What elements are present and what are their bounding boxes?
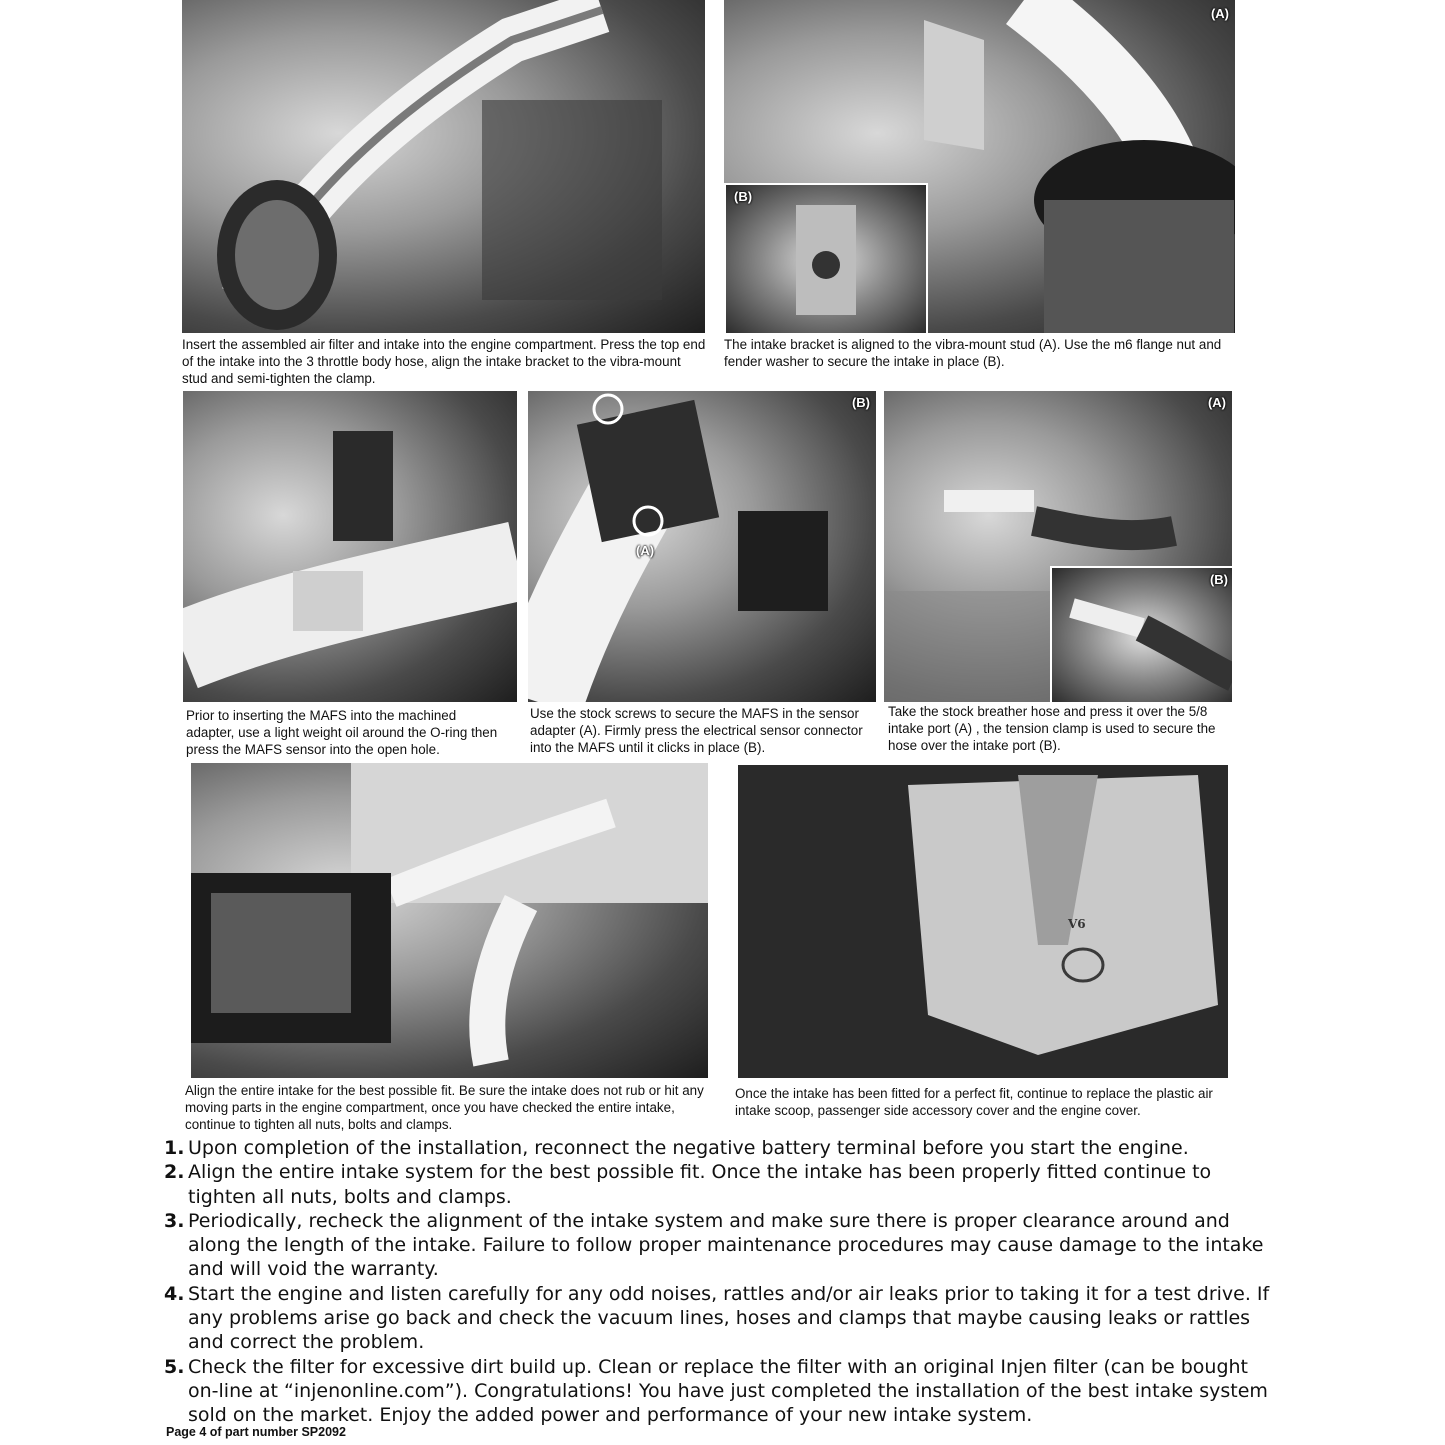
photo-mafs-oil	[183, 391, 517, 702]
step-text: Start the engine and listen carefully for any odd noises, rattles and/or air leaks prior to taking it for a test drive. If any problems arise go back and check the vacuum lines, hoses and clamps that maybe causing leaks or rattles and correct the problem.	[188, 1282, 1270, 1354]
mafs-sensor-illustration	[528, 391, 876, 702]
step-text: Check the filter for excessive dirt build up. Clean or replace the filter with an original Injen filter (can be bought on-line at “injenonline.com”). Congratulations! You have just completed the installation of the best intake system sold on the market. Enjoy the added power and performance of your new intake system.	[188, 1355, 1268, 1427]
step-text: Upon completion of the installation, reconnect the negative battery terminal before you start the engine.	[188, 1137, 1189, 1159]
label-b-clamp: (B)	[1209, 572, 1228, 587]
photo-insert-intake	[182, 0, 705, 333]
caption-breather-hose: Take the stock breather hose and press it over the 5/8 intake port (A) , the tension clamp is used to secure the hose over the intake port (B).	[888, 704, 1216, 753]
step-number: 4.	[164, 1282, 185, 1305]
caption-bracket-stud: The intake bracket is aligned to the vibra-mount stud (A). Use the m6 flange nut and fender washer to secure the intake in place (B).	[724, 337, 1222, 369]
step-number: 2.	[164, 1161, 185, 1184]
label-b-connector: (B)	[851, 395, 870, 410]
flange-nut-illustration	[726, 185, 926, 333]
inset-photo-clamp	[1050, 566, 1232, 702]
step-item	[164, 1136, 1274, 1160]
photo-bracket-stud	[724, 0, 1235, 333]
step-item	[164, 1160, 1274, 1209]
inset-photo-b	[724, 183, 928, 333]
photo-final-fit	[191, 763, 708, 1078]
tension-clamp-illustration	[1052, 568, 1232, 702]
caption-engine-cover: Once the intake has been fitted for a perfect fit, continue to replace the plastic air intake scoop, passenger side accessory cover and the engine cover.	[735, 1086, 1213, 1118]
engine-bay-illustration	[191, 763, 708, 1078]
label-a-screw: (A)	[636, 543, 655, 558]
photo-mafs-screws	[528, 391, 876, 702]
step-item	[164, 1282, 1274, 1355]
page-footer: Page 4 of part number SP2092	[166, 1425, 346, 1439]
photo-engine-cover	[738, 765, 1228, 1078]
photo-breather-hose	[884, 391, 1232, 702]
caption-insert-intake: Insert the assembled air filter and intake into the engine compartment. Press the top end of the intake into the 3 throttle body hose, align the intake bracket to the vibra-mount stud and semi-tighten the clamp.	[182, 337, 706, 386]
installation-steps	[164, 1136, 1274, 1428]
label-a-port: (A)	[1207, 395, 1226, 410]
step-number: 3.	[164, 1209, 185, 1232]
step-text: Align the entire intake system for the best possible fit. Once the intake has been properly fitted continue to tighten all nuts, bolts and clamps.	[188, 1161, 1212, 1208]
intake-pipe-illustration	[182, 0, 705, 333]
label-b: (B)	[734, 189, 753, 204]
mafs-adapter-illustration	[183, 391, 517, 702]
step-item	[164, 1209, 1274, 1282]
caption-final-fit: Align the entire intake for the best possible fit. Be sure the intake does not rub or hit any moving parts in the engine compartment, once you have checked the entire intake, continue to tighten all nuts, bolts and clamps.	[185, 1083, 704, 1132]
step-text: Periodically, recheck the alignment of the intake system and make sure there is proper clearance around and along the length of the intake. Failure to follow proper maintenance procedures may cause damage to the intake and will void the warranty.	[188, 1209, 1264, 1281]
engine-cover-illustration	[738, 765, 1228, 1078]
label-a: (A)	[1210, 6, 1229, 21]
caption-mafs-screws: Use the stock screws to secure the MAFS in the sensor adapter (A). Firmly press the electrical sensor connector into the MAFS until it clicks in place (B).	[530, 706, 863, 755]
v6-badge: V6	[1068, 917, 1086, 931]
step-item	[164, 1355, 1274, 1428]
step-number: 1.	[164, 1137, 185, 1159]
step-number: 5.	[164, 1355, 185, 1378]
caption-mafs-oil: Prior to inserting the MAFS into the machined adapter, use a light weight oil around the O-ring then press the MAFS sensor into the open hole.	[186, 708, 498, 757]
